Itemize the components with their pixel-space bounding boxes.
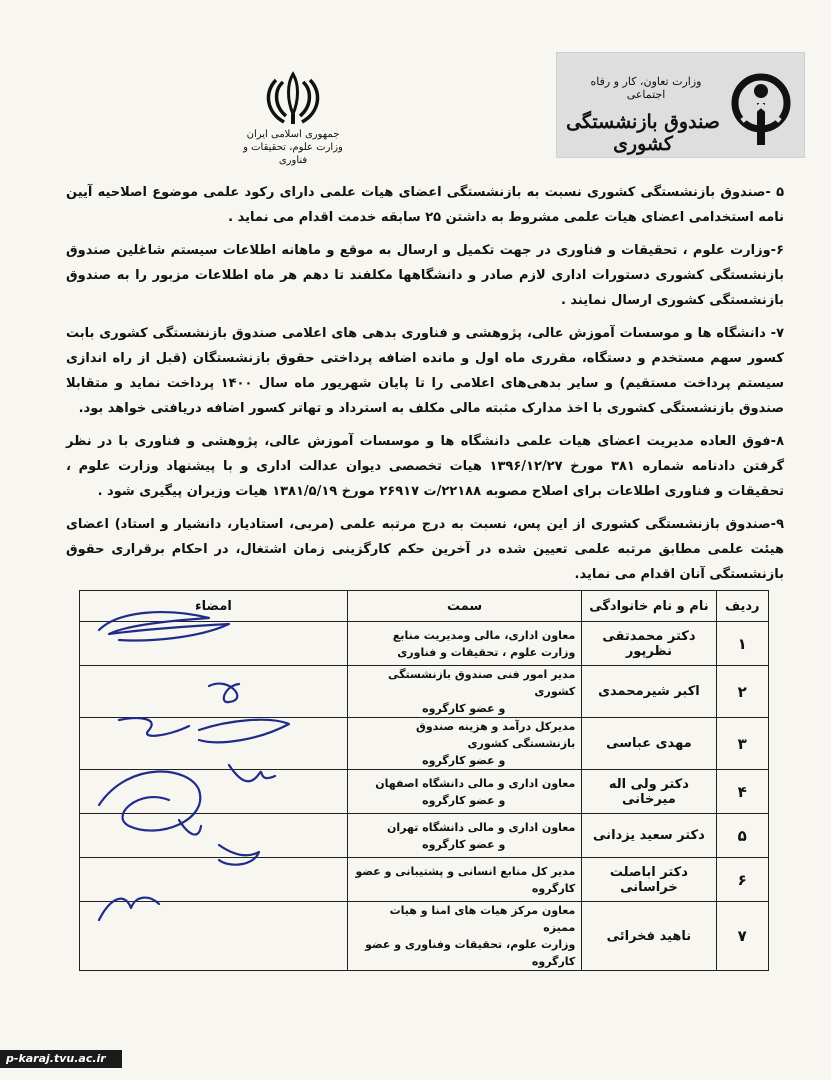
table-row (80, 718, 769, 770)
logo-ministry-text: وزارت تعاون، کار و رفاه اجتماعی (590, 75, 702, 101)
position-line2: و عضو کارگروه (422, 702, 506, 715)
table-header-row (80, 591, 769, 622)
table-row (80, 814, 769, 858)
pension-fund-logo-icon (728, 69, 794, 149)
row-position (347, 622, 581, 666)
row-number: ۲ (716, 666, 769, 718)
row-signature-cell (80, 858, 348, 902)
row-number: ۳ (716, 718, 769, 770)
paragraph-5: ۵ -صندوق بازنشستگی کشوری نسبت به بازنشستگی اعضای هیات علمی دارای رکود علمی موضوع اصلاحیه آیین نامه استخدامی اعضای هیات علمی مشروط به داشتن ۲۵ سابقه خدمت اقدام می نماید . (66, 185, 784, 225)
row-number: ۷ (716, 902, 769, 971)
row-signature-cell (80, 718, 348, 770)
position-line1: معاون اداری و مالی دانشگاه اصفهان (375, 776, 576, 790)
row-number: ۶ (716, 858, 769, 902)
row-name: دکتر اباصلت خراسانی (582, 858, 716, 902)
row-signature-cell (80, 770, 348, 814)
iran-emblem-block (228, 70, 358, 170)
paragraph-6: ۶-وزارت علوم ، تحقیقات و فناوری در جهت تکمیل و ارسال به موقع و ماهانه اطلاعات سیستم شاغلین صندوق بازنشستگی کشوری دستورات اداری لازم صادر و دانشگاهها مکلفند تا دهم هر ماه اطلاعات مزبور را به صندوق بازنشستگی کشوری ارسال نمایند . (66, 243, 784, 308)
logo-fund-text: صندوق بازنشستگی کشوری (566, 111, 720, 155)
row-position (347, 770, 581, 814)
iran-emblem-icon (262, 70, 324, 128)
row-name: اکبر شیرمحمدی (582, 666, 716, 718)
header-row-number: ردیف (716, 591, 769, 622)
row-number: ۱ (716, 622, 769, 666)
position-line1: معاون اداری، مالی ومدیریت منابع (392, 628, 576, 642)
paragraph-9: ۹-صندوق بازنشستگی کشوری از این پس، نسبت به درج مرتبه علمی (مربی، استادیار، دانشیار و استاد) اعضای هیئت علمی مطابق مرتبه علمی تعیین شده در آخرین حکم کارگزینی زمان اشتغال، در احکام برقراری حقوق بازنشستگی آنان اقدام می نماید. (66, 517, 784, 582)
row-position (347, 666, 581, 718)
position-line1: مدیرکل درآمد و هزینه صندوق بازنشستگی کشوری (415, 720, 576, 750)
row-position (347, 718, 581, 770)
position-line1: مدیر کل منابع انسانی و پشتیبانی و عضو کارگروه (355, 864, 576, 895)
row-number: ۵ (716, 814, 769, 858)
position-line2: وزارت علوم ، تحقیقات و فناوری (397, 645, 576, 659)
row-signature-cell (80, 814, 348, 858)
position-line2: و عضو کارگروه (422, 837, 506, 851)
pension-fund-logo (556, 52, 805, 158)
row-name: دکتر سعید یزدانی (582, 814, 716, 858)
row-name: دکتر محمدتقی نظرپور (582, 622, 716, 666)
document-body (66, 180, 784, 587)
table-row (80, 902, 769, 971)
position-line1: مدیر امور فنی صندوق بازنشستگی کشوری (387, 668, 576, 698)
emblem-caption-line2: وزارت علوم، تحقیقات و فناوری (243, 142, 343, 166)
paragraph-8: ۸-فوق العاده مدیریت اعضای هیات علمی دانشگاه ها و موسسات آموزش عالی، پژوهشی و فناوری با در نظر گرفتن دادنامه شماره ۳۸۱ مورخ ۱۳۹۶/۱۲/۲۷ هیات تخصصی دیوان عدالت اداری و با پیشنهاد وزارت علوم ، تحقیقات و فناوری اطلاعات برای اصلاح مصوبه ۲۲۱۸۸/ت ۲۶۹۱۷ مورخ ۱۳۸۱/۵/۱۹ هیات وزیران پیگیری شود . (66, 434, 784, 499)
row-number: ۴ (716, 770, 769, 814)
table-row (80, 770, 769, 814)
position-line2: وزارت علوم، تحقیقات وفناوری و عضو کارگروه (365, 938, 576, 968)
position-line1: معاون اداری و مالی دانشگاه تهران (386, 820, 576, 834)
position-line1: معاون مرکز هیات های امنا و هیات ممیزه (389, 904, 576, 934)
row-position (347, 858, 581, 902)
row-name: ناهید فخرائی (582, 902, 716, 971)
row-position (347, 902, 581, 971)
position-line2: و عضو کارگروه (422, 754, 506, 767)
emblem-caption-line1: جمهوری اسلامی ایران (246, 129, 340, 140)
header-name: نام و نام خانوادگی (582, 591, 716, 622)
row-name: دکتر ولی اله میرخانی (582, 770, 716, 814)
site-url-tag: p-karaj.tvu.ac.ir (0, 1050, 122, 1068)
table-row (80, 858, 769, 902)
signature-table (79, 590, 769, 971)
row-signature-cell (80, 666, 348, 718)
row-name: مهدی عباسی (582, 718, 716, 770)
row-position (347, 814, 581, 858)
paragraph-7: ۷- دانشگاه ها و موسسات آموزش عالی، پژوهشی و فناوری بدهی های اعلامی صندوق بازنشستگی کشوری بابت کسور سهم مستخدم و دستگاه، مقرری ماه اول و مانده اضافه پرداختی حقوق بازنشستگان (قبل از راه اندازی سیستم پرداخت مستقیم) و سایر بدهی‌های اعلامی را تا پایان شهریور ماه سال ۱۴۰۰ پرداخت نماید و متقابلا صندوق بازنشستگی کشوری با اخذ مدارک مثبته مالی مکلف به استرداد و تهاتر کسور اضافه دریافتی خواهد بود. (66, 326, 784, 416)
row-signature-cell (80, 902, 348, 971)
table-row (80, 622, 769, 666)
header-position: سمت (347, 591, 581, 622)
row-signature-cell (80, 622, 348, 666)
position-line2: و عضو کارگروه (422, 793, 506, 807)
header-signature: امضاء (80, 591, 348, 622)
table-row (80, 666, 769, 718)
